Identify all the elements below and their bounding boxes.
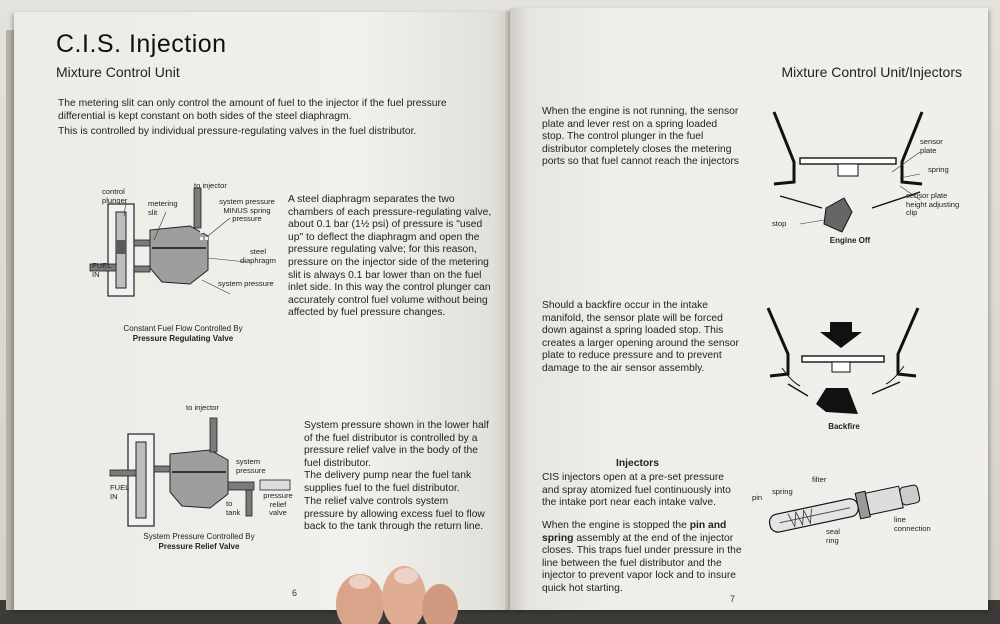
label-spring: spring: [928, 165, 949, 174]
label-system-pressure: system pressure: [218, 279, 274, 288]
page-title: C.I.S. Injection: [56, 30, 227, 58]
label-adjusting-clip: sensor plate height adjusting clip: [906, 191, 960, 217]
caption-line: System Pressure Controlled By: [143, 532, 255, 541]
page-header: Mixture Control Unit/Injectors: [781, 64, 962, 80]
label-seal-ring: seal ring: [826, 527, 840, 545]
label-system-pressure-minus: system pressure MINUS spring pressure: [219, 197, 275, 223]
label-fuel-in: FUEL IN: [92, 261, 112, 279]
label-line-connection: line connection: [894, 515, 931, 533]
diagram-caption-2: Backfire: [828, 422, 860, 431]
label-fuel-in-2: FUEL IN: [110, 483, 130, 501]
relief-paragraph-2: The delivery pump near the fuel tank supplies fuel to the fuel distributor.: [304, 470, 472, 494]
relief-paragraph-1: System pressure shown in the lower half of the fuel distributor is controlled by a pressure relief valve in the body of the fuel distributor.: [304, 420, 489, 469]
label-system-pressure-2: system pressure: [236, 457, 266, 475]
diagram-caption: Engine Off: [829, 236, 871, 245]
caption-line-bold: Pressure Regulating Valve: [132, 334, 234, 343]
label-stop: stop: [772, 219, 787, 228]
label-steel-diaphragm: steel diaphragm: [240, 247, 276, 265]
text-run-bold: pin and spring: [542, 520, 727, 544]
label-spring-2: spring: [772, 487, 793, 496]
caption-line-bold: Pressure Relief Valve: [158, 542, 240, 551]
backfire-paragraph: Should a backfire occur in the intake manifold, the sensor plate will be forced down against a spring loaded stop. This creates a larger opening around the sensor plate to reduce pressure and to prevent damage to the air sensor assembly.: [542, 300, 739, 374]
section-heading: Injectors: [616, 458, 659, 469]
label-filter: filter: [812, 475, 827, 484]
label-to-injector: to injector: [194, 181, 227, 190]
hand-fingers: [300, 560, 480, 624]
label-to-tank: to tank: [226, 499, 241, 517]
engine-off-diagram: [760, 112, 940, 242]
injectors-paragraph-2: [542, 520, 742, 596]
text-run: assembly at the end of the injector closes. This traps fuel under pressure in the line between the fuel distributor and the injector to prevent vapor lock and to insure quick hot starting.: [542, 532, 742, 594]
intro-paragraph-2: This is controlled by individual pressure-regulating valves in the fuel distributor.: [58, 126, 417, 137]
backfire-diagram: [768, 304, 928, 420]
relief-paragraph-3: The relief valve controls system pressure by allowing excess fuel to flow back to the tank through the return line.: [304, 496, 485, 533]
diaphragm-paragraph: A steel diaphragm separates the two chambers of each pressure-regulating valve, about 0.1 bar (1½ psi) of pressure is "used up" to deflect the diaphragm and open the pressure regulating valve; for this reason, pressure on the injector side of the metering slit is always 0.1 bar lower than on the fuel inlet side. In this way the control plunger can accurately control fuel volume without being affected by fuel pressure changes.: [288, 194, 492, 319]
intro-paragraph: The metering slit can only control the amount of fuel to the injector if the fuel pressure differential is kept constant on both sides of the steel diaphragm.: [58, 98, 447, 122]
engine-off-paragraph: When the engine is not running, the sensor plate and lever rest on a spring loaded stop. The control plunger in the fuel distributor completely closes the metering ports so that fuel cannot reach the injectors: [542, 106, 739, 168]
text-run: When the engine is stopped the: [542, 520, 690, 531]
page-subtitle: Mixture Control Unit: [56, 64, 180, 80]
injectors-paragraph-1: CIS injectors open at a pre-set pressure and spray atomized fuel continuously into the intake port near each intake valve.: [542, 472, 731, 509]
label-pin: pin: [752, 493, 763, 502]
label-pressure-relief-valve: pressure relief valve: [263, 491, 293, 517]
figure-caption-2: [114, 532, 284, 552]
page-number-2: 7: [730, 594, 736, 604]
label-sensor-plate: sensor plate: [920, 137, 943, 155]
caption-line: Constant Fuel Flow Controlled By: [123, 324, 243, 333]
page-number: 6: [292, 588, 298, 598]
label-control-plunger: control plunger: [102, 187, 128, 205]
label-metering-slit: metering slit: [148, 199, 178, 217]
figure-caption: [98, 324, 268, 344]
label-to-injector-2: to injector: [186, 403, 219, 412]
left-page: [14, 12, 512, 610]
right-page: [510, 8, 988, 610]
